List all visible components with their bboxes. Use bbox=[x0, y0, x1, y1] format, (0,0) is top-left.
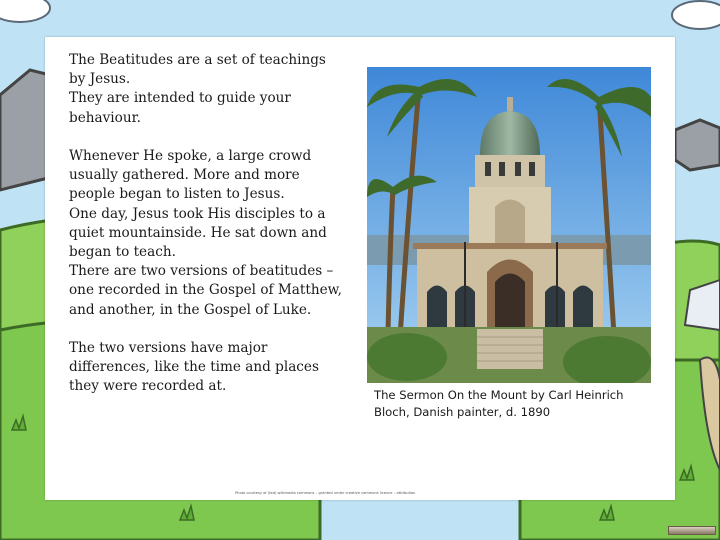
church-photo-illustration bbox=[367, 67, 651, 383]
text-line: and another, in the Gospel of Luke. bbox=[69, 301, 312, 318]
text-line: usually gathered. More and more bbox=[69, 167, 300, 184]
text-line: began to teach. bbox=[69, 244, 176, 261]
text-line: one recorded in the Gospel of Matthew, bbox=[69, 282, 342, 299]
text-line: people began to listen to Jesus. bbox=[69, 186, 285, 203]
caption-line: The Sermon On the Mount by Carl Heinrich bbox=[374, 388, 624, 402]
text-line: Whenever He spoke, a large crowd bbox=[69, 148, 312, 164]
text-line: They are intended to guide your bbox=[69, 90, 291, 107]
text-line: One day, Jesus took His disciples to a bbox=[69, 205, 326, 222]
text-line: There are two versions of beatitudes – bbox=[69, 263, 334, 280]
paragraph-gap bbox=[69, 128, 355, 147]
text-line: quiet mountainside. He sat down and bbox=[69, 224, 327, 241]
body-text bbox=[69, 51, 355, 397]
text-line: they were recorded at. bbox=[69, 378, 227, 395]
text-line: The two versions have major bbox=[69, 340, 268, 357]
caption-line: Bloch, Danish painter, d. 1890 bbox=[374, 405, 551, 419]
text-line: differences, like the time and places bbox=[69, 359, 319, 376]
paragraph-gap bbox=[69, 320, 355, 339]
photo-caption bbox=[374, 387, 664, 421]
slide-panel bbox=[45, 37, 675, 500]
text-line: by Jesus. bbox=[69, 71, 131, 88]
paragraph-intro bbox=[69, 51, 355, 128]
text-line: The Beatitudes are a set of teachings bbox=[69, 52, 326, 68]
paragraph-crowd bbox=[69, 147, 355, 320]
text-line: behaviour. bbox=[69, 109, 141, 126]
paragraph-versions bbox=[69, 339, 355, 397]
slide-navigation-thumbnail[interactable] bbox=[668, 526, 716, 535]
church-photo bbox=[367, 67, 651, 383]
photo-credit: Photo courtesy of (ted) wikimedia commons – granted under creative commons licence – attribution bbox=[235, 491, 416, 495]
